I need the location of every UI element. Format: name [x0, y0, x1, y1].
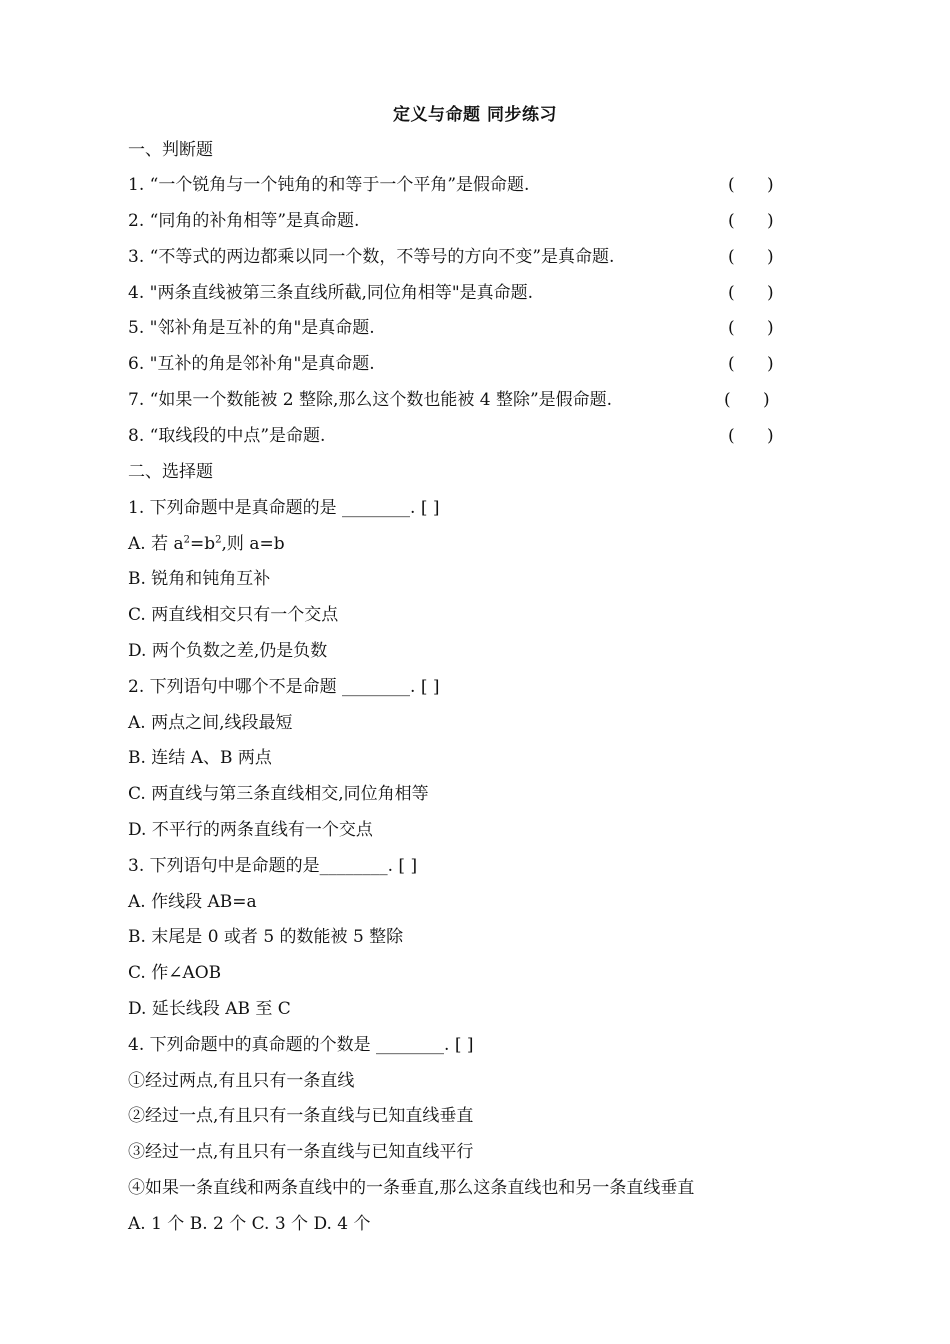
question-2-option-a: A. 两点之间,线段最短	[128, 713, 293, 733]
answer-paren-3: ( )	[728, 247, 774, 267]
question-2-option-d: D. 不平行的两条直线有一个交点	[128, 820, 373, 840]
judgment-item-3: 3. “不等式的两边都乘以同一个数，不等号的方向不变”是真命题.	[128, 247, 615, 267]
answer-paren-7: ( )	[724, 390, 770, 410]
superscript-2a: 2	[183, 534, 190, 546]
question-4-options: A. 1 个 B. 2 个 C. 3 个 D. 4 个	[128, 1214, 371, 1234]
section-heading-judgment: 一、判断题	[128, 140, 213, 160]
section-heading-choice: 二、选择题	[128, 462, 213, 482]
option-a-suffix: ,则 a=b	[221, 534, 285, 554]
question-3-option-c: C. 作∠AOB	[128, 963, 222, 983]
question-3-option-b: B. 末尾是 0 或者 5 的数能被 5 整除	[128, 927, 404, 947]
question-4-stem: 4. 下列命题中的真命题的个数是 ________. [ ]	[128, 1035, 474, 1055]
judgment-item-5: 5. "邻补角是互补的角"是真命题.	[128, 318, 375, 338]
question-4-statement-4: ④如果一条直线和两条直线中的一条垂直,那么这条直线也和另一条直线垂直	[128, 1178, 695, 1198]
judgment-item-1: 1. “一个锐角与一个钝角的和等于一个平角”是假命题.	[128, 175, 530, 195]
option-a-prefix: A. 若 a	[128, 534, 184, 554]
superscript-2b: 2	[215, 534, 222, 546]
answer-paren-1: ( )	[728, 175, 774, 195]
question-3-option-a: A. 作线段 AB=a	[128, 892, 257, 912]
question-1-option-b: B. 锐角和钝角互补	[128, 569, 271, 589]
question-1-option-d: D. 两个负数之差,仍是负数	[128, 641, 328, 661]
answer-paren-4: ( )	[728, 283, 774, 303]
question-4-statement-3: ③经过一点,有且只有一条直线与已知直线平行	[128, 1142, 474, 1162]
answer-paren-2: ( )	[728, 211, 774, 231]
judgment-item-4: 4. "两条直线被第三条直线所截,同位角相等"是真命题.	[128, 283, 534, 303]
judgment-item-8: 8. “取线段的中点”是命题.	[128, 426, 326, 446]
page-title: 定义与命题 同步练习	[393, 105, 557, 125]
question-4-statement-1: ①经过两点,有且只有一条直线	[128, 1071, 355, 1091]
question-1-option-a	[128, 531, 800, 557]
answer-paren-6: ( )	[728, 354, 774, 374]
option-a-mid: =b	[190, 534, 216, 554]
question-2-option-b: B. 连结 A、B 两点	[128, 748, 272, 768]
question-3-option-d: D. 延长线段 AB 至 C	[128, 999, 291, 1019]
question-1-option-c: C. 两直线相交只有一个交点	[128, 605, 339, 625]
question-4-statement-2: ②经过一点,有且只有一条直线与已知直线垂直	[128, 1106, 474, 1126]
answer-paren-8: ( )	[728, 426, 774, 446]
judgment-item-7: 7. “如果一个数能被 2 整除,那么这个数也能被 4 整除”是假命题.	[128, 390, 613, 410]
answer-paren-5: ( )	[728, 318, 774, 338]
question-2-option-c: C. 两直线与第三条直线相交,同位角相等	[128, 784, 429, 804]
judgment-item-2: 2. “同角的补角相等”是真命题.	[128, 211, 360, 231]
question-3-stem: 3. 下列语句中是命题的是________. [ ]	[128, 856, 418, 876]
question-1-stem: 1. 下列命题中是真命题的是 ________. [ ]	[128, 498, 440, 518]
judgment-item-6: 6. "互补的角是邻补角"是真命题.	[128, 354, 375, 374]
question-2-stem: 2. 下列语句中哪个不是命题 ________. [ ]	[128, 677, 440, 697]
